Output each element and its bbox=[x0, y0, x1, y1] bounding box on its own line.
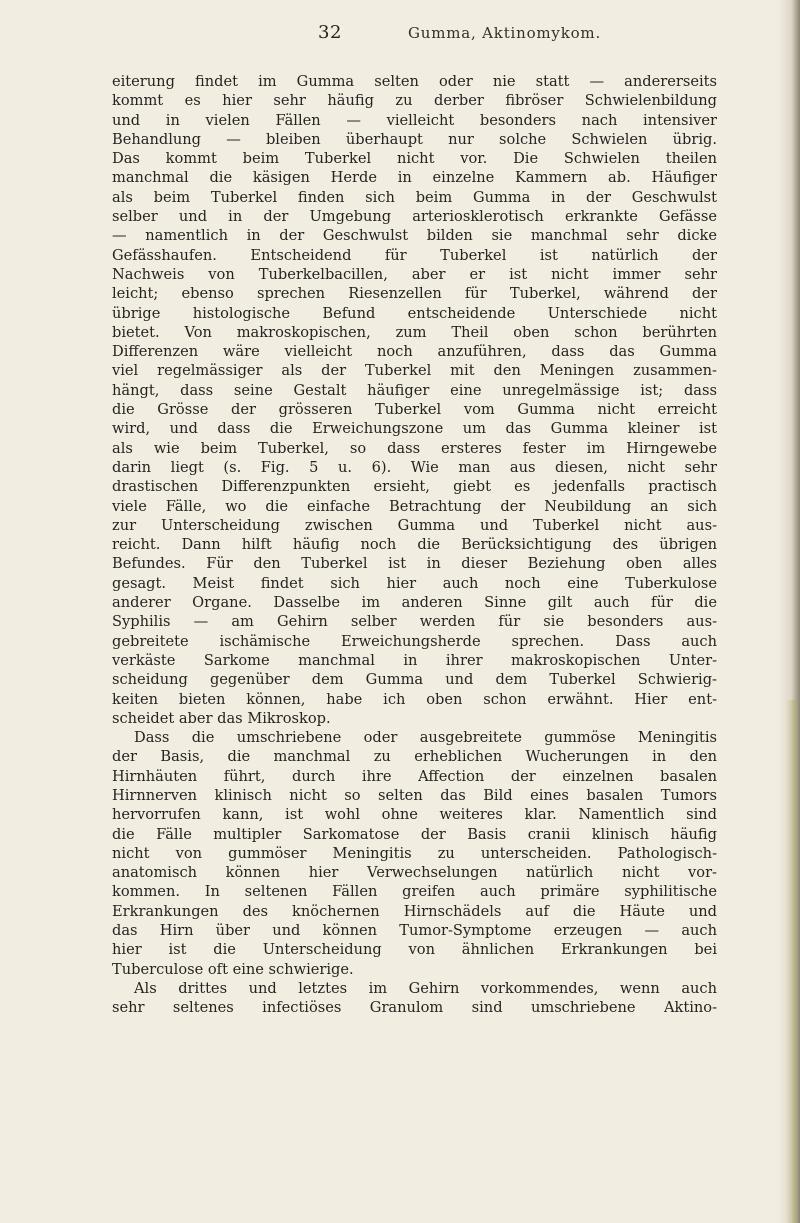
text-line: anderer Organe. Dasselbe im anderen Sinne gilt auch für die bbox=[112, 594, 717, 612]
running-title: Gumma, Aktinomykom. bbox=[408, 24, 602, 42]
text-line: Differenzen wäre vielleicht noch anzuführen, dass das Gumma bbox=[112, 343, 717, 361]
text-line: leicht; ebenso sprechen Riesenzellen für Tuberkel, während der bbox=[112, 285, 717, 303]
text-line: bietet. Von makroskopischen, zum Theil oben schon berührten bbox=[112, 323, 717, 341]
text-line: — namentlich in der Geschwulst bilden sie manchmal sehr dicke bbox=[112, 227, 717, 245]
text-line: der Basis, die manchmal zu erheblichen Wucherungen in den bbox=[112, 748, 717, 766]
text-line: manchmal die käsigen Herde in einzelne Kammern ab. Häufiger bbox=[112, 169, 717, 187]
text-line: Das kommt beim Tuberkel nicht vor. Die Schwielen theilen bbox=[112, 150, 717, 168]
text-line: verkäste Sarkome manchmal in ihrer makroskopischen Unter- bbox=[112, 651, 717, 669]
text-line: keiten bieten können, habe ich oben schon erwähnt. Hier ent- bbox=[112, 690, 717, 708]
text-line: Als drittes und letztes im Gehirn vorkommendes, wenn auch bbox=[134, 979, 717, 997]
text-line: hervorrufen kann, ist wohl ohne weiteres klar. Namentlich sind bbox=[112, 806, 717, 824]
text-line: Nachweis von Tuberkelbacillen, aber er ist nicht immer sehr bbox=[112, 265, 717, 283]
text-line: sehr seltenes infectiöses Granulom sind umschriebene Aktino- bbox=[112, 999, 717, 1017]
page-header bbox=[0, 22, 800, 52]
text-line: gesagt. Meist findet sich hier auch noch eine Tuberkulose bbox=[112, 574, 717, 592]
text-line: scheidet aber das Mikroskop. bbox=[112, 709, 331, 727]
text-line: Behandlung — bleiben überhaupt nur solche Schwielen übrig. bbox=[112, 130, 717, 148]
text-line: nicht von gummöser Meningitis zu unterscheiden. Pathologisch- bbox=[112, 844, 717, 862]
text-line: hier ist die Unterscheidung von ähnlichen Erkrankungen bei bbox=[112, 941, 717, 959]
page-edge-stain bbox=[786, 700, 796, 1223]
text-line: und in vielen Fällen — vielleicht besonders nach intensiver bbox=[112, 111, 717, 129]
text-line: Hirnhäuten führt, durch ihre Affection der einzelnen basalen bbox=[112, 767, 717, 785]
text-line: gebreitete ischämische Erweichungsherde sprechen. Dass auch bbox=[112, 632, 717, 650]
text-line: Befundes. Für den Tuberkel ist in dieser Beziehung oben alles bbox=[112, 555, 717, 573]
text-line: Tuberculose oft eine schwierige. bbox=[112, 960, 354, 978]
text-line: Erkrankungen des knöchernen Hirnschädels auf die Häute und bbox=[112, 902, 717, 920]
text-line: reicht. Dann hilft häufig noch die Berücksichtigung des übrigen bbox=[112, 536, 717, 554]
text-line: Syphilis — am Gehirn selber werden für sie besonders aus- bbox=[112, 613, 717, 631]
text-line: drastischen Differenzpunkten ersieht, giebt es jedenfalls practisch bbox=[112, 478, 717, 496]
page-number: 32 bbox=[318, 22, 342, 43]
text-line: Hirnnerven klinisch nicht so selten das Bild eines basalen Tumors bbox=[112, 786, 717, 804]
text-line: kommt es hier sehr häufig zu derber fibröser Schwielenbildung bbox=[112, 92, 717, 110]
text-line: viel regelmässiger als der Tuberkel mit den Meningen zusammen- bbox=[112, 362, 717, 380]
text-line: zur Unterscheidung zwischen Gumma und Tuberkel nicht aus- bbox=[112, 516, 717, 534]
text-line: scheidung gegenüber dem Gumma und dem Tuberkel Schwierig- bbox=[112, 671, 717, 689]
text-line: viele Fälle, wo die einfache Betrachtung der Neubildung an sich bbox=[112, 497, 717, 515]
text-line: darin liegt (s. Fig. 5 u. 6). Wie man aus diesen, nicht sehr bbox=[112, 458, 717, 476]
text-line: wird, und dass die Erweichungszone um das Gumma kleiner ist bbox=[112, 420, 717, 438]
text-line: anatomisch können hier Verwechselungen natürlich nicht vor- bbox=[112, 864, 717, 882]
text-line: die Grösse der grösseren Tuberkel vom Gumma nicht erreicht bbox=[112, 401, 717, 419]
text-line: kommen. In seltenen Fällen greifen auch primäre syphilitische bbox=[112, 883, 717, 901]
text-line: die Fälle multipler Sarkomatose der Basis cranii klinisch häufig bbox=[112, 825, 717, 843]
body-text bbox=[112, 72, 717, 1018]
text-line: übrige histologische Befund entscheidende Unterschiede nicht bbox=[112, 304, 717, 322]
text-line: hängt, dass seine Gestalt häufiger eine unregelmässige ist; dass bbox=[112, 381, 717, 399]
text-line: als beim Tuberkel finden sich beim Gumma in der Geschwulst bbox=[112, 188, 717, 206]
text-line: Gefässhaufen. Entscheidend für Tuberkel ist natürlich der bbox=[112, 246, 717, 264]
text-line: als wie beim Tuberkel, so dass ersteres fester im Hirngewebe bbox=[112, 439, 717, 457]
text-line: Dass die umschriebene oder ausgebreitete gummöse Meningitis bbox=[134, 729, 717, 747]
text-line: selber und in der Umgebung arteriosklerotisch erkrankte Gefässe bbox=[112, 208, 717, 226]
text-line: das Hirn über und können Tumor-Symptome erzeugen — auch bbox=[112, 922, 717, 940]
text-line: eiterung findet im Gumma selten oder nie statt — andererseits bbox=[112, 73, 717, 90]
